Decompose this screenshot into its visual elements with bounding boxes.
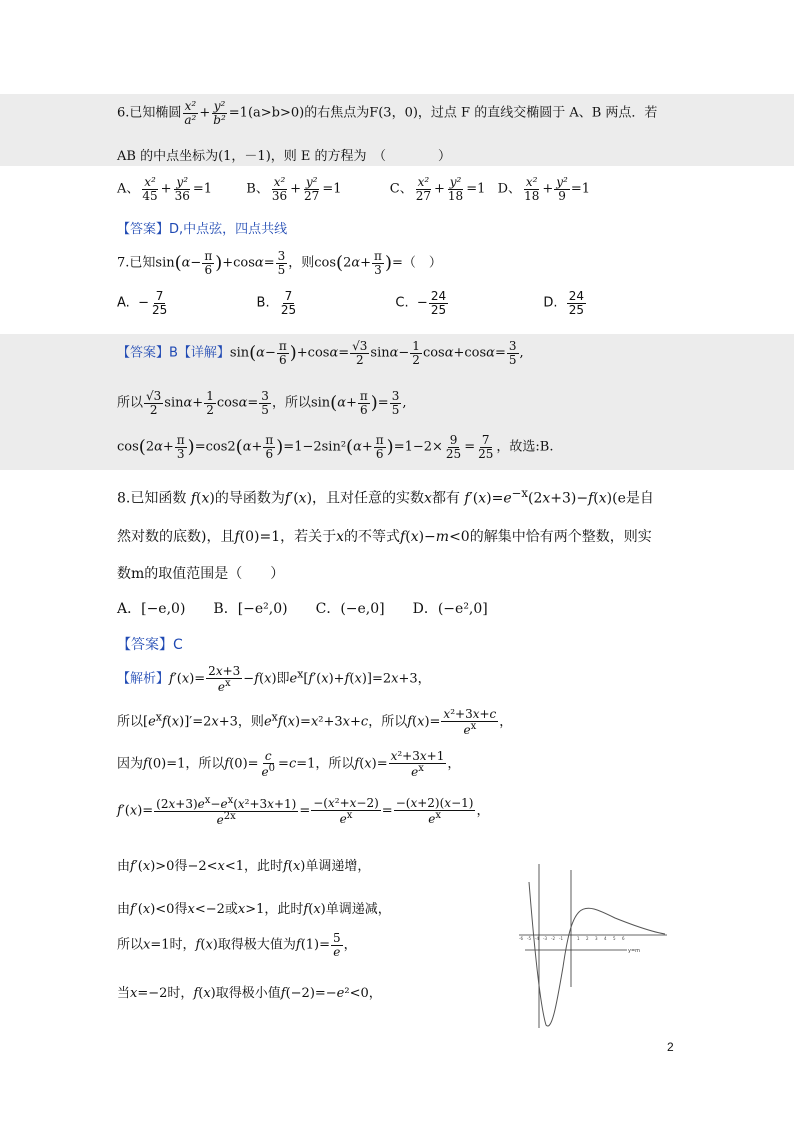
q8-analysis-5: 由f′(x)>0得−2<x<1，此时f(x)单调递增，: [117, 859, 371, 874]
page-number: 2: [667, 1040, 674, 1054]
q6-options: A、 $\frac{\text{x²}}{45}$ + $\frac{\text{y²}}{36}$ =1 B、 $\frac{\text{x²}}{36}$ + $\frac{\text{y²}}{27}$ =1 C、 $\frac{\text{x²}}{27}$ + $\frac{\text{y²}}{18}$ =1 D、 $\frac{\text{x²}}{18}$ + $\frac{\text{y²}}{9}$ =1: [117, 175, 591, 203]
q8-analysis-2: 所以$[e^xf(x)]'=2x+3$，则$e^xf(x)=x^2+3x+c$，所以f(x)= $\frac{\text{x²+3x+c}}{e^x}$ ，: [117, 707, 513, 737]
graph-ticks: [519, 936, 625, 941]
function-graph: [515, 862, 675, 1032]
q6-answer: 【答案】D,中点弦，四点共线: [117, 222, 288, 237]
graph-curve: [529, 882, 665, 1026]
q8-analysis-1: 【解析】f′(x)= $\frac{2x+3}{e^x}$ −f(x)即$e^x[f'(x)+f(x)]=2x+3$，: [117, 664, 431, 694]
svg-text:-3: -3: [543, 936, 547, 941]
svg-text:5: 5: [613, 936, 616, 941]
svg-text:3: 3: [595, 936, 598, 941]
q8-analysis-3: 因为f(0)=1，所以f(0)= $\frac{c}{e^0}$ =c=1，所以f(x)= $\frac{\text{x²+3x+1}}{e^x}$ ，: [117, 749, 461, 779]
q7-options: A. − $\frac{7}{25}$ B. $\frac{7}{25}$ C. − $\frac{24}{25}$ D. $\frac{24}{25}$: [117, 289, 585, 317]
q8-analysis-7: 所以x=1时，f(x)取得极大值为f(1)= $\frac{5}{e}$ ，: [117, 931, 357, 959]
svg-text:-2: -2: [551, 936, 555, 941]
svg-text:-5: -5: [527, 936, 531, 941]
svg-text:6: 6: [622, 936, 625, 941]
q6-line1: 6.已知椭圆 $\frac{\text{x²}}{\text{a²}}$ + $\frac{\text{y²}}{\text{b²}}$ =1(a>b>0)的右焦点为F(3，0)，过点 F 的直线交椭圆于 A、B 两点．若: [117, 99, 658, 127]
svg-text:2: 2: [586, 936, 589, 941]
q7-answer-line1: 【答案】B【详解】sin(α− $\frac{\pi}{6}$ )+cosα= $\frac{√3}{2}$ sinα− $\frac{1}{2}$ cosα+cosα= $\frac{3}{5}$ ,: [117, 339, 524, 367]
graph-label: y=m: [628, 948, 641, 954]
svg-text:-1: -1: [559, 936, 563, 941]
q8-line3: 数m的取值范围是（ ）: [117, 566, 285, 582]
svg-text:-6: -6: [519, 936, 523, 941]
q8-line2: 然对数的底数)，且f(0)=1，若关于x的不等式f(x)−m<0的解集中恰有两个整数，则实: [117, 529, 652, 545]
svg-text:-4: -4: [535, 936, 539, 941]
q8-options: A．[−e,0) B．[−e²,0) C．(−e,0] D．(−e²,0]: [117, 601, 488, 617]
q7-answer-line2: 所以 $\frac{√3}{2}$ sinα+ $\frac{1}{2}$ cosα= $\frac{3}{5}$ ，所以sin(α+ $\frac{\pi}{6}$ )= $\frac{3}{5}$ ,: [117, 389, 407, 417]
q8-analysis-8: 当x=−2时，f(x)取得极小值f(−2)=−e²<0，: [117, 986, 382, 1001]
q6-line2: AB 的中点坐标为(1，－1)，则 E 的方程为 （ ）: [117, 149, 452, 164]
svg-text:4: 4: [604, 936, 607, 941]
q8-line1: 8.已知函数 f(x)的导函数为f′(x)，且对任意的实数x都有 $f'(x)=e^{-x}(2x+3)-f(x)(e$是自: [117, 486, 654, 507]
q8-analysis-6: 由f′(x)<0得x<−2或x>1，此时f(x)单调递减，: [117, 902, 391, 917]
q7-answer-line3: cos(2α+ $\frac{\pi}{3}$ )=cos2(α+ $\frac{\pi}{6}$ )=1−2sin²(α+ $\frac{\pi}{6}$ )=1−2× $\frac{9}{25}$ = $\frac{7}{25}$ ，故选:B.: [117, 433, 554, 461]
svg-text:1: 1: [577, 936, 580, 941]
q8-answer: 【答案】C: [117, 637, 183, 653]
q8-analysis-4: f′(x)= $\frac{(2x+3)e^x-e^x(x^2+3x+1)}{e^{2x}}$ = $\frac{\text{−(x²+x−2)}}{e^x}$ = $\frac{-(x+2)(x-1)}{e^x}$ ，: [117, 795, 490, 827]
q7-stem: 7.已知sin(α− $\frac{\pi}{6}$ )+cosα= $\frac{3}{5}$ ，则cos(2α+ $\frac{\pi}{3}$ )=（ ）: [117, 249, 442, 277]
